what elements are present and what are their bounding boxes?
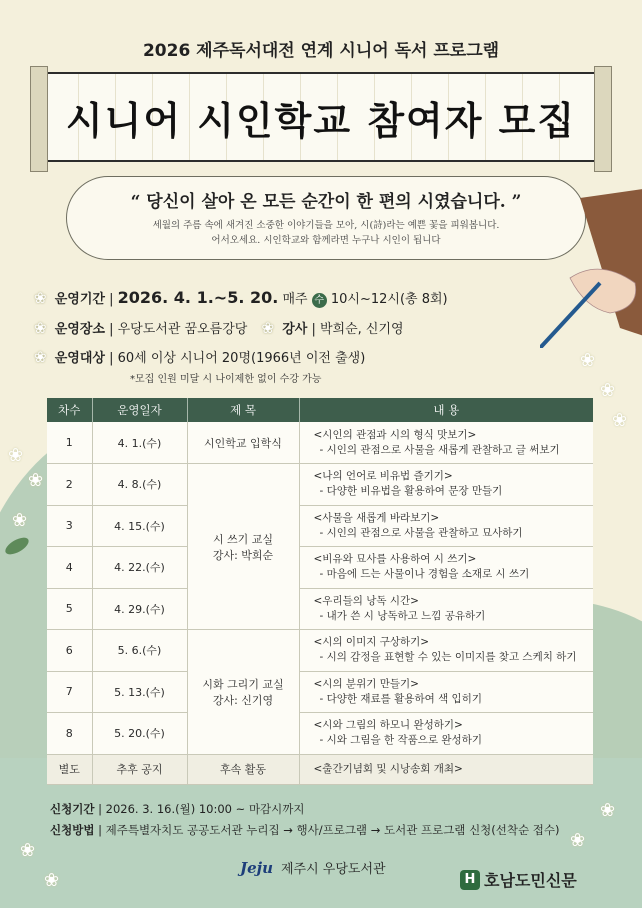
recruit-note: *모집 인원 미달 시 나이제한 없이 수강 가능 [130, 374, 322, 385]
cell-no: 7 [47, 671, 92, 713]
cell-date: 추후 공지 [92, 754, 187, 784]
apply-period: 신청기간 | 2026. 3. 16.(월) 10:00 ~ 마감시까지 [50, 802, 305, 816]
title-poem-teacher: 강사: 박희순 [212, 548, 274, 562]
cell-content [299, 422, 593, 464]
content-detail: - 시인의 관점으로 사물을 관찰하고 묘사하기 [319, 526, 523, 539]
flower-icon: ❀ [8, 445, 24, 466]
header-date: 운영일자 [92, 398, 187, 422]
table-row [47, 547, 593, 589]
cell-date: 5. 6.(수) [92, 630, 187, 672]
period-label: 운영기간 [54, 292, 105, 307]
content-detail: - 마음에 드는 사물이나 경험을 소재로 시 쓰기 [319, 568, 530, 581]
flower-icon: ❀ [600, 800, 616, 821]
content-detail: - 시와 그림을 한 작품으로 완성하기 [319, 734, 482, 747]
cell-content [299, 713, 593, 755]
quote-main: “ 당신이 살아 온 모든 순간이 한 편의 시였습니다. ” [130, 192, 522, 212]
info-period: ❀ 운영기간 | 2026. 4. 1.~5. 20. 매주 수 10시~12시(총 8회) [34, 288, 448, 307]
flower-icon: ❀ [612, 410, 628, 431]
cell-content [299, 505, 593, 547]
lecturer-value: 박희순, 신기영 [319, 322, 404, 337]
cell-no: 1 [47, 422, 92, 464]
cell-date: 5. 13.(수) [92, 671, 187, 713]
quote-sub [67, 218, 585, 248]
cell-title-poem [187, 464, 299, 630]
cell-date: 5. 20.(수) [92, 713, 187, 755]
apply-period-label: 신청기간 [50, 802, 95, 816]
flower-icon: ❀ [12, 510, 28, 531]
flower-icon: ❀ [600, 380, 616, 401]
apply-method-value: 제주특별자치도 공공도서관 누리집 → 행사/프로그램 → 도서관 프로그램 신청(선착순 접수) [105, 823, 560, 837]
table-row [47, 505, 593, 547]
flower-bullet-icon: ❀ [34, 348, 47, 366]
apply-method: 신청방법 | 제주특별자치도 공공도서관 누리집 → 행사/프로그램 → 도서관 프로그램 신청(선착순 접수) [50, 823, 560, 837]
footer-organizer [240, 858, 386, 877]
place-value: 우당도서관 꿈오름강당 [117, 322, 248, 337]
flower-icon: ❀ [580, 350, 596, 371]
table-row [47, 671, 593, 713]
period-time: 10시~12시(총 8회) [330, 292, 448, 307]
organizer-name: 제주시 우당도서관 [280, 862, 386, 877]
header-title: 제 목 [187, 398, 299, 422]
cell-date: 4. 1.(수) [92, 422, 187, 464]
press-logo [460, 868, 577, 891]
period-every: 매주 [282, 292, 308, 307]
table-row [47, 588, 593, 630]
flower-bullet-icon: ❀ [261, 319, 275, 337]
flower-icon: ❀ [570, 830, 586, 851]
cell-no: 6 [47, 630, 92, 672]
lecturer-label: 강사 [282, 322, 308, 337]
weekday-badge: 수 [312, 293, 327, 308]
period-value: 2026. 4. 1.~5. 20. [117, 288, 279, 307]
cell-no: 8 [47, 713, 92, 755]
cell-content [299, 630, 593, 672]
jeju-logo: Jeju [240, 858, 273, 877]
event-subtitle: 2026 제주독서대전 연계 시니어 독서 프로그램 [142, 41, 500, 61]
flower-icon: ❀ [28, 470, 44, 491]
cell-date: 4. 29.(수) [92, 588, 187, 630]
flower-icon: ❀ [20, 840, 36, 861]
cell-date: 4. 22.(수) [92, 547, 187, 589]
content-heading: <시인의 관점과 시의 형식 맛보기> [313, 428, 477, 441]
header-content: 내 용 [299, 398, 593, 422]
info-place: ❀ 운영장소 | 우당도서관 꿈오름강당 ❀ 강사 | 박희순, 신기영 [34, 319, 404, 337]
table-row [47, 464, 593, 506]
table-row [47, 713, 593, 755]
flower-bullet-icon: ❀ [34, 319, 47, 337]
cell-no: 3 [47, 505, 92, 547]
cell-title-art [187, 630, 299, 755]
cell-date: 4. 15.(수) [92, 505, 187, 547]
cell-title: 시인학교 입학식 [187, 422, 299, 464]
content-detail: - 내가 쓴 시 낭독하고 느낌 공유하기 [319, 609, 486, 622]
cell-no: 2 [47, 464, 92, 506]
place-label: 운영장소 [54, 322, 105, 337]
page-title: 시니어 시인학교 참여자 모집 [65, 98, 577, 143]
content-heading: <시와 그림의 하모니 완성하기> [313, 719, 463, 732]
apply-method-label: 신청방법 [50, 823, 95, 837]
content-heading: <시의 분위기 만들기> [313, 677, 419, 690]
table-row [47, 422, 593, 464]
cell-content [299, 547, 593, 589]
content-heading: <나의 언어로 비유법 즐기기> [313, 470, 453, 483]
content-detail: - 시인의 관점으로 사물을 새롭게 관찰하고 글 써보기 [319, 443, 560, 456]
cell-content [299, 671, 593, 713]
table-row-extra [47, 754, 593, 784]
quote-line-1: 세월의 주름 속에 새겨진 소중한 이야기들을 모아, 시(詩)라는 예쁜 꽃을 피워봅니다. [152, 220, 500, 231]
title-art: 시화 그리기 교실 [202, 677, 284, 691]
content-detail: - 시의 감정을 표현할 수 있는 이미지를 찾고 스케치 하기 [319, 651, 577, 664]
content-detail: - 다양한 비유법을 활용하여 문장 만들기 [319, 485, 503, 498]
title-poem: 시 쓰기 교실 [212, 532, 274, 546]
flower-bullet-icon: ❀ [34, 289, 47, 307]
hand-with-pen-illustration [540, 188, 642, 348]
title-banner [40, 72, 602, 162]
cell-title: 후속 활동 [187, 754, 299, 784]
flower-icon: ❀ [44, 870, 60, 891]
content-detail: - 다양한 재료를 활용하여 색 입히기 [319, 692, 482, 705]
target-label: 운영대상 [54, 351, 105, 366]
quote-line-2: 어서오세요. 시인학교와 함께라면 누구나 시인이 됩니다 [211, 235, 441, 246]
schedule-table [47, 398, 593, 785]
cell-content [299, 588, 593, 630]
apply-period-value: 2026. 3. 16.(월) 10:00 ~ 마감시까지 [105, 802, 305, 816]
cell-content [299, 464, 593, 506]
press-h-icon: H [460, 870, 480, 890]
info-target: ❀ 운영대상 | 60세 이상 시니어 20명(1966년 이전 출생) [34, 348, 366, 366]
cell-no: 4 [47, 547, 92, 589]
cell-no: 5 [47, 588, 92, 630]
quote-box [66, 176, 586, 260]
cell-no: 별도 [47, 754, 92, 784]
content-heading: <시의 이미지 구상하기> [313, 636, 430, 649]
target-value: 60세 이상 시니어 20명(1966년 이전 출생) [117, 351, 366, 366]
press-name: 호남도민신문 [484, 871, 577, 890]
cell-date: 4. 8.(수) [92, 464, 187, 506]
cell-content: <출간기념회 및 시낭송회 개최> [299, 754, 593, 784]
content-heading: <우리들의 낭독 시간> [313, 594, 419, 607]
table-row [47, 630, 593, 672]
title-art-teacher: 강사: 신기영 [212, 693, 274, 707]
content-heading: <비유와 묘사를 사용하여 시 쓰기> [313, 553, 477, 566]
content-heading: <사물을 새롭게 바라보기> [313, 511, 440, 524]
header-no: 차수 [47, 398, 92, 422]
